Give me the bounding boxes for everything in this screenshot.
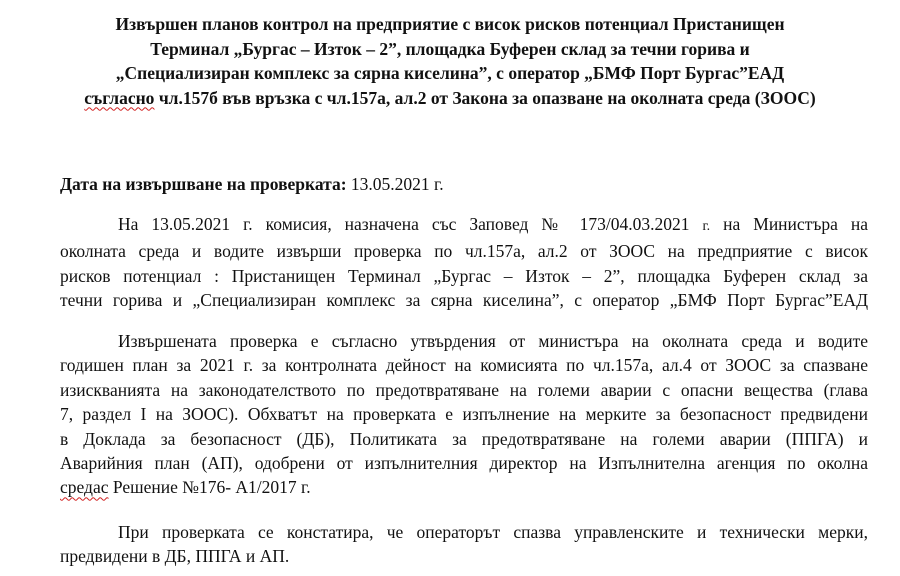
title-line-2: Терминал „Бургас – Изток – 2”, площадка Буферен склад за течни горива и	[150, 38, 750, 59]
paragraph-1	[60, 212, 868, 313]
paragraph-2-line-6: Аварийния план (АП), одобрени от изпълнителния директор на Изпълнителна агенция по околна	[60, 453, 868, 474]
paragraph-2-line-1: Извършената проверка е съгласно утвърдения от министъра на околната среда и водите	[118, 331, 868, 351]
paragraph-3-line-2: предвидени в ДБ, ППГА и АП.	[60, 546, 290, 567]
paragraph-2-line-4: 7, раздел I на ЗООС). Обхватът на проверката е изпълнение на мерките за безопасност предвидени	[60, 404, 868, 425]
title-line-4-rest: чл.157б във връзка с чл.157а, ал.2 от Закона за опазване на околната среда (ЗООС)	[154, 87, 816, 108]
paragraph-2-line-2: годишен план за 2021 г. за контролната дейност на комисията по чл.157а, ал.4 от ЗООС за спазване	[60, 355, 868, 376]
title-line-1: Извършен планов контрол на предприятие с висок рисков потенциал Пристанищен	[115, 14, 785, 34]
paragraph-2-line-5: в Доклада за безопасност (ДБ), Политиката за предотвратяване на големи аварии (ППГА) и	[60, 428, 868, 449]
title-line-4	[40, 86, 860, 111]
inspection-date-value: 13.05.2021 г.	[346, 174, 444, 194]
inspection-date	[60, 172, 444, 196]
paragraph-1-line-1-small: г.	[702, 219, 711, 234]
paragraph-2	[60, 329, 868, 500]
document-title	[40, 12, 860, 110]
paragraph-1-line-1	[60, 212, 868, 239]
spellcheck-word: съгласно	[84, 87, 155, 108]
paragraph-1-line-1-b: на Министъра на	[710, 214, 869, 234]
spellcheck-word: средаc	[60, 477, 109, 498]
paragraph-1-line-3: рисков потенциал : Пристанищен Терминал „Бургас – Изток – 2”, площадка Буферен склад за	[60, 265, 868, 286]
paragraph-1-line-4: течни горива и „Специализиран комплекс за сярна киселина”, с оператор „БМФ Порт Бургас”ЕАД	[60, 290, 868, 311]
paragraph-1-line-2: околната среда и водите извърши проверка по чл.157а, ал.2 от ЗООС на предприятие с висок	[60, 241, 868, 262]
paragraph-2-line-7	[60, 475, 868, 499]
paragraph-1-line-1-a: На 13.05.2021 г. комисия, назначена със Заповед № 173/04.03.2021	[118, 214, 703, 234]
paragraph-3	[60, 520, 868, 569]
paragraph-2-line-3: изискванията на законодателството по предотвратяване на големи аварии с опасни вещества (глава	[60, 379, 868, 400]
inspection-date-label: Дата на извършване на проверката:	[60, 174, 347, 194]
title-line-3: „Специализиран комплекс за сярна киселина”, с оператор „БМФ Порт Бургас”ЕАД	[115, 63, 785, 83]
paragraph-2-line-7-rest: Решение №176- А1/2017 г.	[108, 477, 311, 498]
paragraph-3-line-1: При проверката се констатира, че операторът спазва управленските и технически мерки,	[118, 522, 868, 542]
